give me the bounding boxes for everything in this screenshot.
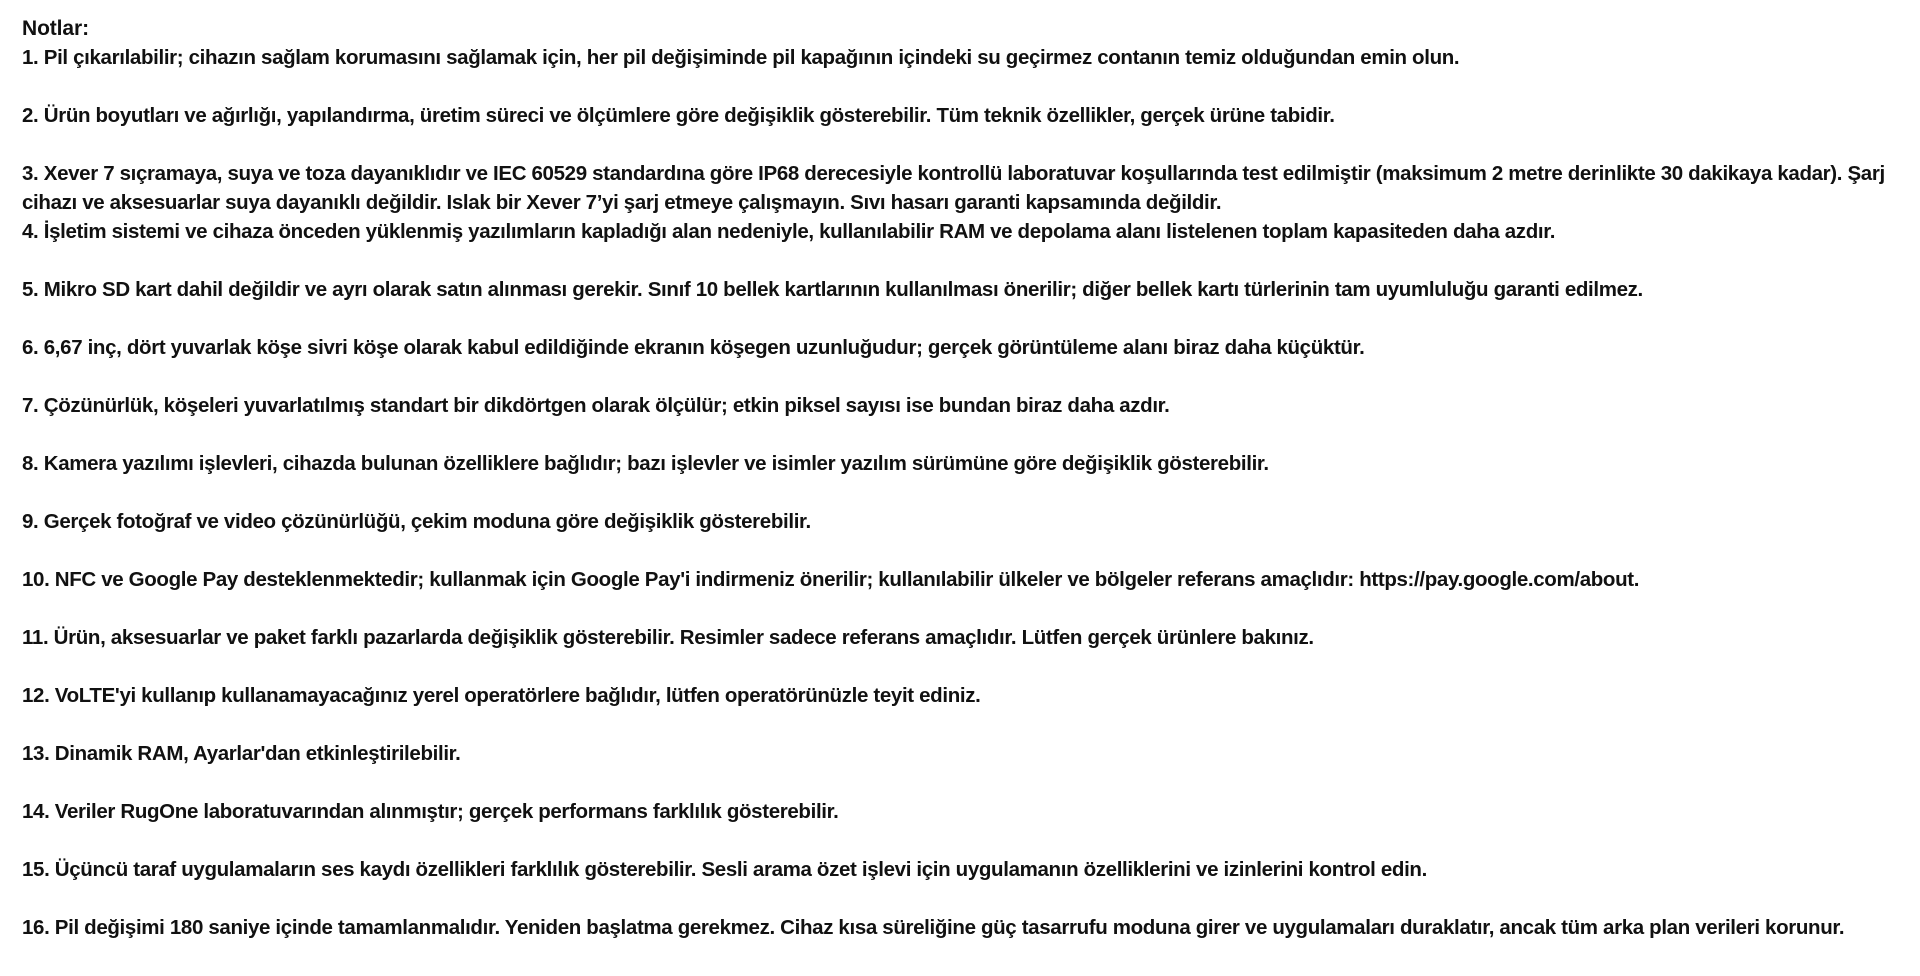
notes-list	[22, 43, 1902, 942]
note-4: 4. İşletim sistemi ve cihaza önceden yüklenmiş yazılımların kapladığı alan nedeniyle, kullanılabilir RAM ve depolama alanı listelenen toplam kapasiteden daha azdır.	[22, 220, 1556, 243]
note-11: 11. Ürün, aksesuarlar ve paket farklı pazarlarda değişiklik gösterebilir. Resimler sadece referans amaçlıdır. Lütfen gerçek ürünlere bakınız.	[22, 626, 1314, 649]
note-2: 2. Ürün boyutları ve ağırlığı, yapılandırma, üretim süreci ve ölçümlere göre değişiklik gösterebilir. Tüm teknik özellikler, gerçek ürüne tabidir.	[22, 104, 1335, 127]
note-7: 7. Çözünürlük, köşeleri yuvarlatılmış standart bir dikdörtgen olarak ölçülür; etkin piksel sayısı ise bundan biraz daha azdır.	[22, 394, 1170, 417]
note-14: 14. Veriler RugOne laboratuvarından alınmıştır; gerçek performans farklılık gösterebilir.	[22, 800, 839, 823]
note-6: 6. 6,67 inç, dört yuvarlak köşe sivri köşe olarak kabul edildiğinde ekranın köşegen uzunluğudur; gerçek görüntüleme alanı biraz daha küçüktür.	[22, 336, 1365, 359]
note-16: 16. Pil değişimi 180 saniye içinde tamamlanmalıdır. Yeniden başlatma gerekmez. Cihaz kısa süreliğine güç tasarrufu moduna girer ve uygulamaları duraklatır, ancak tüm arka plan verileri korunur.	[22, 916, 1845, 939]
note-9: 9. Gerçek fotoğraf ve video çözünürlüğü, çekim moduna göre değişiklik gösterebilir.	[22, 510, 811, 533]
note-3: 3. Xever 7 sıçramaya, suya ve toza dayanıklıdır ve IEC 60529 standardına göre IP68 derecesiyle kontrollü laboratuvar koşullarında test edilmiştir (maksimum 2 metre derinlikte 30 dakikaya kadar). Şarj cihazı ve aksesuarlar suya dayanıklı değildir. Islak bir Xever 7’yi şarj etmeye çalışmayın. Sıvı hasarı garanti kapsamında değildir.	[22, 162, 1885, 214]
notes-title: Notlar:	[22, 17, 89, 40]
note-5: 5. Mikro SD kart dahil değildir ve ayrı olarak satın alınması gerekir. Sınıf 10 bellek kartlarının kullanılması önerilir; diğer bellek kartı türlerinin tam uyumluluğu garanti edilmez.	[22, 278, 1643, 301]
note-13: 13. Dinamik RAM, Ayarlar'dan etkinleştirilebilir.	[22, 742, 461, 765]
note-10: 10. NFC ve Google Pay desteklenmektedir; kullanmak için Google Pay'i indirmeniz önerilir; kullanılabilir ülkeler ve bölgeler referans amaçlıdır: https://pay.google.com/about.	[22, 568, 1640, 591]
note-15: 15. Üçüncü taraf uygulamaların ses kaydı özellikleri farklılık gösterebilir. Sesli arama özet işlevi için uygulamanın özelliklerini ve izinlerini kontrol edin.	[22, 858, 1427, 881]
note-12: 12. VoLTE'yi kullanıp kullanamayacağınız yerel operatörlere bağlıdır, lütfen operatörünüzle teyit ediniz.	[22, 684, 981, 707]
note-1: 1. Pil çıkarılabilir; cihazın sağlam korumasını sağlamak için, her pil değişiminde pil kapağının içindeki su geçirmez contanın temiz olduğundan emin olun.	[22, 46, 1460, 69]
note-8: 8. Kamera yazılımı işlevleri, cihazda bulunan özelliklere bağlıdır; bazı işlevler ve isimler yazılım sürümüne göre değişiklik gösterebilir.	[22, 452, 1269, 475]
notes-section	[22, 14, 1902, 942]
